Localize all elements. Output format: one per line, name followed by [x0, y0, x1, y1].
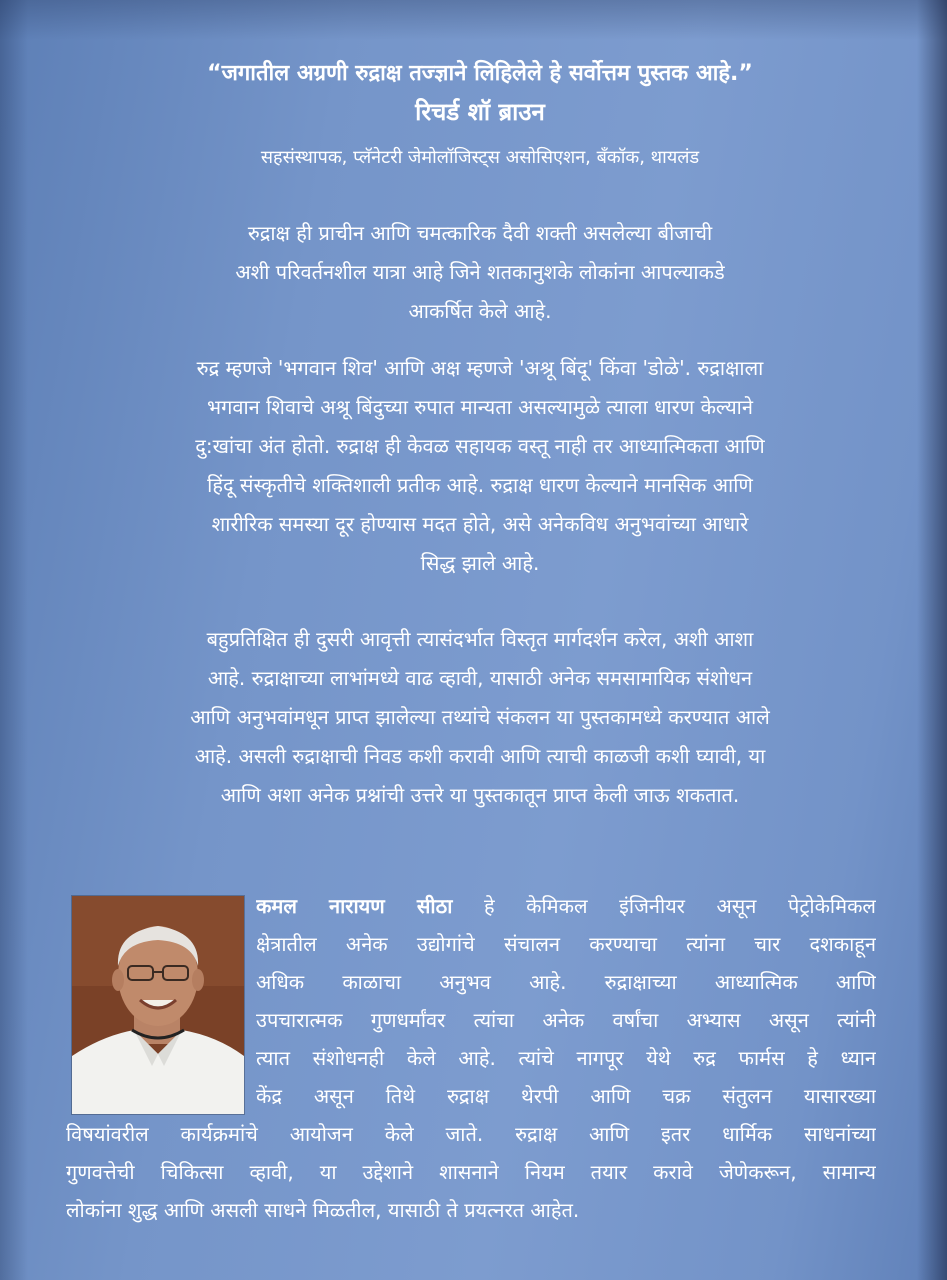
bio-line-5: त्यात संशोधनही केले आहे. त्यांचे नागपूर येथे रुद्र फार्मस हे ध्यान — [256, 1046, 876, 1070]
bio-line-1 — [256, 887, 876, 925]
author-bio — [66, 887, 876, 1229]
right-shadow — [917, 0, 947, 1280]
bio-line-1-text: हे केमिकल इंजिनीयर असून पेट्रोकेमिकल — [483, 894, 876, 918]
blurb-paragraph-1: रुद्राक्ष ही प्राचीन आणि चमत्कारिक दैवी शक्ती असलेल्या बीजाची अशी परिवर्तनशील यात्रा आहे जिने शतकानुशके लोकांना आपल्याकडे आकर्षित केले आहे. — [235, 221, 725, 323]
endorsement-author-role: सहसंस्थापक, प्लॅनेटरी जेमोलॉजिस्ट्स असोसिएशन, बँकॉक, थायलंड — [260, 147, 700, 168]
bio-line-9: लोकांना शुद्ध आणि असली साधने मिळतील, यासाठी ते प्रयत्नरत आहेत. — [66, 1198, 580, 1222]
bio-line-8: गुणवत्तेची चिकित्सा व्हावी, या उद्देशाने शासनाने नियम तयार करावे जेणेकरून, सामान्य — [66, 1160, 876, 1184]
bio-line-4: उपचारात्मक गुणधर्मांवर त्यांचा अनेक वर्षांचा अभ्यास असून त्यांनी — [256, 1008, 876, 1032]
bio-line-3: अधिक काळाचा अनुभव आहे. रुद्राक्षाच्या आध्यात्मिक आणि — [256, 970, 876, 994]
endorsement-quote: “जगातील अग्रणी रुद्राक्ष तज्ज्ञाने लिहिलेले हे सर्वोत्तम पुस्तक आहे.” — [207, 61, 753, 86]
endorsement-author: रिचर्ड शॉ ब्राउन — [415, 98, 545, 126]
left-shadow — [0, 0, 28, 1280]
blurb-paragraph-2: रुद्र म्हणजे 'भगवान शिव' आणि अक्ष म्हणजे 'अश्रू बिंदू' किंवा 'डोळे'. रुद्राक्षाला भगवान शिवाचे अश्रू बिंदुच्या रुपात मान्यता असल्यामुळे त्याला धारण केल्याने दु:खांचा अंत होतो. रुद्राक्ष ही केवळ सहायक वस्तू नाही तर आध्यात्मिकता आणि हिंदू संस्कृतीचे शक्तिशाली प्रतीक आहे. रुद्राक्ष धारण केल्याने मानसिक आणि शारीरिक समस्या दूर होण्यास मदत होते, असे अनेकविध अनुभवांच्या आधारे सिद्ध झाले आहे. — [195, 356, 765, 575]
top-shadow — [0, 0, 947, 40]
author-name: कमल नारायण सीठा — [256, 894, 453, 918]
bio-line-7: विषयांवरील कार्यक्रमांचे आयोजन केले जाते. रुद्राक्ष आणि इतर धार्मिक साधनांच्या — [66, 1122, 876, 1146]
bio-line-6: केंद्र असून तिथे रुद्राक्ष थेरपी आणि चक्र संतुलन यासारख्या — [256, 1084, 876, 1108]
blurb-paragraph-3: बहुप्रतिक्षित ही दुसरी आवृत्ती त्यासंदर्भात विस्तृत मार्गदर्शन करेल, अशी आशा आहे. रुद्राक्षाच्या लाभांमध्ये वाढ व्हावी, यासाठी अनेक समसामायिक संशोधन आणि अनुभवांमधून प्राप्त झालेल्या तथ्यांचे संकलन या पुस्तकामध्ये करण्यात आले आहे. असली रुद्राक्षाची निवड कशी करावी आणि त्याची काळजी कशी घ्यावी, या आणि अशा अनेक प्रश्नांची उत्तरे या पुस्तकातून प्राप्त केली जाऊ शकतात. — [190, 627, 770, 807]
bio-line-2: क्षेत्रातील अनेक उद्योगांचे संचालन करण्याचा त्यांना चार दशकाहून — [256, 932, 876, 956]
